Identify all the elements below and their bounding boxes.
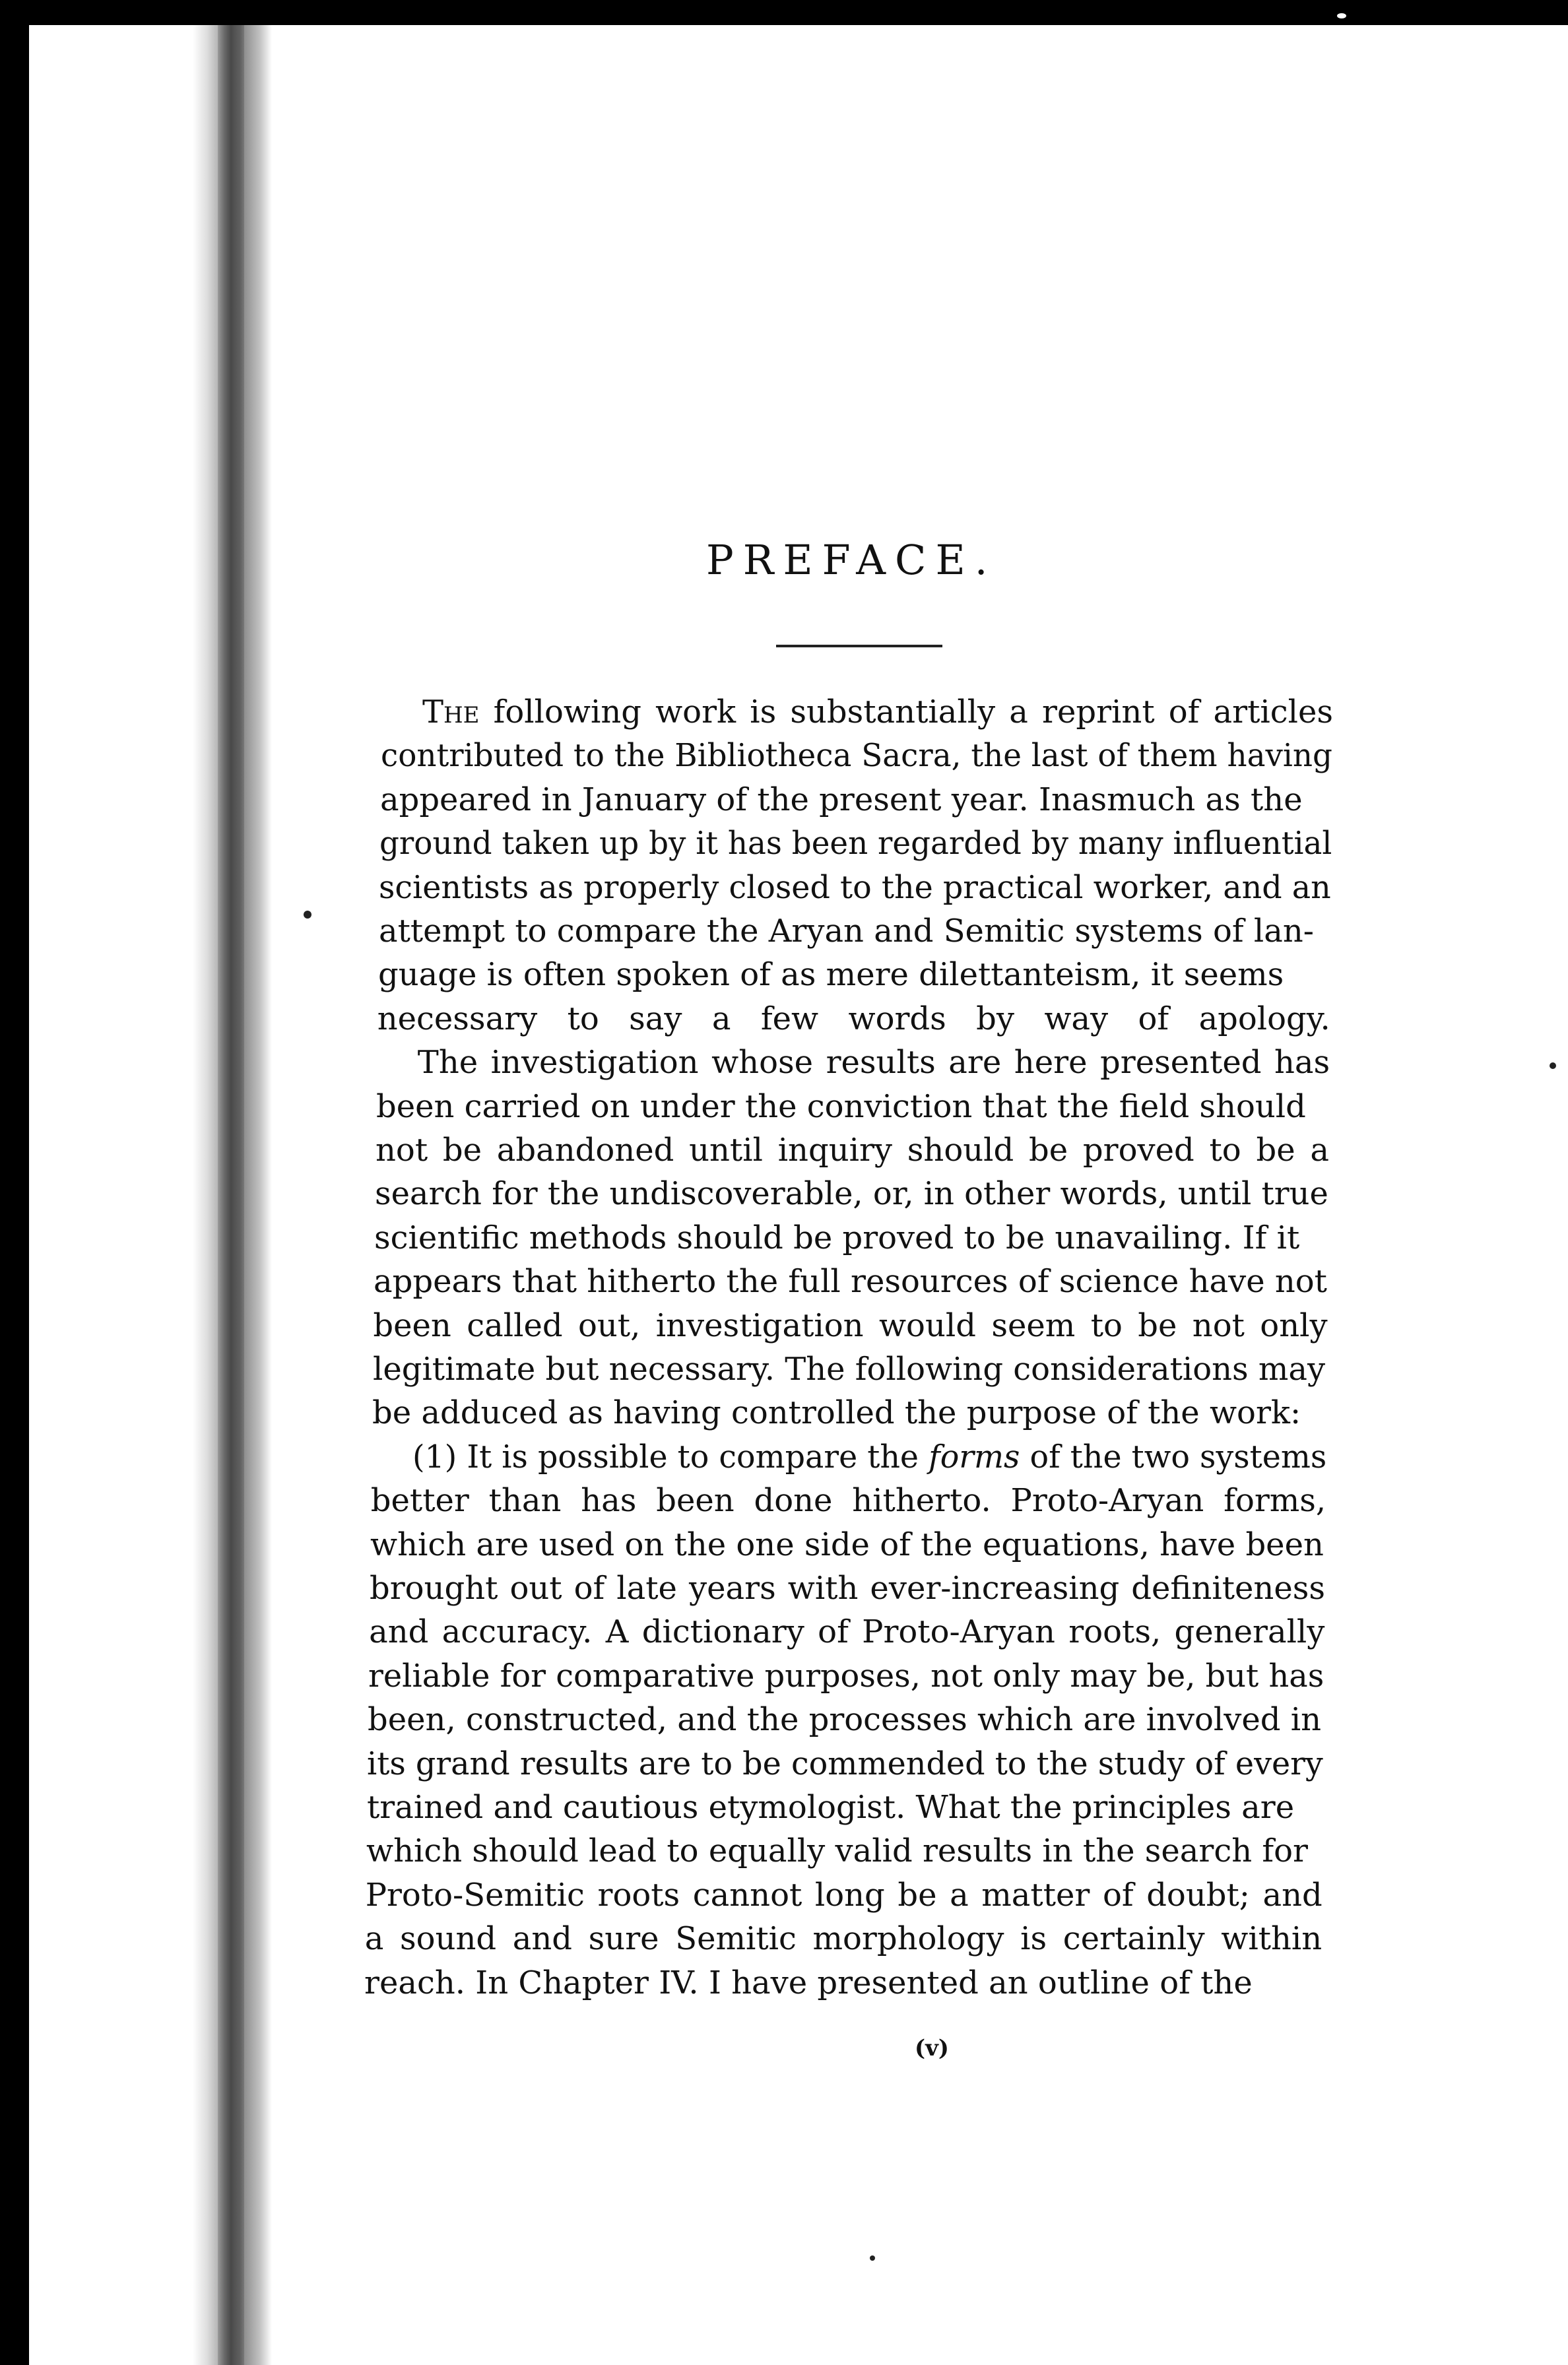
text-line: Proto-Semitic roots cannot long be a matter of doubt; and — [365, 1876, 1323, 1914]
text-line: been, constructed, and the processes which are involved in — [368, 1701, 1322, 1739]
line-text: of the two systems — [1020, 1438, 1326, 1475]
text-line: not be abandoned until inquiry should be proved to be a — [376, 1132, 1329, 1169]
emphasis-word: forms — [928, 1438, 1020, 1475]
text-line — [412, 1438, 1326, 1476]
text-line: trained and cautious etymologist. What the principles are — [366, 1789, 1294, 1826]
text-line — [422, 693, 1333, 731]
text-line: reliable for comparative purposes, not only may be, but has — [368, 1657, 1324, 1695]
scan-speck — [870, 2255, 875, 2261]
text-line: better than has been done hitherto. Proto-Aryan forms, — [370, 1482, 1326, 1520]
page-title: PREFACE. — [706, 536, 997, 584]
text-line: its grand results are to be commended to the study of every — [367, 1745, 1324, 1782]
scan-speck — [304, 911, 311, 919]
lead-word: The — [422, 694, 480, 730]
page-folio: (v) — [915, 2035, 949, 2061]
text-line: legitimate but necessary. The following considerations may — [372, 1351, 1325, 1388]
scan-top-border — [0, 0, 1568, 25]
text-line: scientists as properly closed to the practical worker, and an — [379, 868, 1332, 906]
book-gutter — [218, 25, 244, 2365]
text-line: search for the undiscoverable, or, in other words, until true — [375, 1175, 1328, 1213]
text-line: which are used on the one side of the equations, have been — [370, 1526, 1324, 1563]
text-line: been carried on under the conviction that the field should — [376, 1087, 1306, 1125]
text-line: contributed to the Bibliotheca Sacra, the last of them having — [381, 737, 1333, 775]
title-rule — [776, 645, 942, 647]
text-line: appeared in January of the present year. Inasmuch as the — [380, 781, 1303, 818]
text-line: ground taken up by it has been regarded by many influential — [379, 825, 1332, 862]
line-text: following work is substantially a reprint of articles — [479, 694, 1333, 730]
text-line: brought out of late years with ever-increasing definiteness — [370, 1570, 1325, 1607]
text-line: scientific methods should be proved to be unavailing. If it — [374, 1219, 1300, 1256]
text-line: The investigation whose results are here presented has — [417, 1044, 1330, 1082]
scan-left-border — [0, 0, 29, 2365]
text-line: attempt to compare the Aryan and Semitic systems of lan- — [378, 913, 1314, 950]
text-line: appears that hitherto the full resources of science have not — [374, 1263, 1328, 1301]
text-line: reach. In Chapter IV. I have presented an outline of the — [364, 1964, 1253, 2001]
scan-speck — [1337, 13, 1346, 18]
text-line: be adduced as having controlled the purpose of the work: — [372, 1394, 1301, 1432]
text-line: which should lead to equally valid results in the search for — [366, 1832, 1308, 1870]
text-line: guage is often spoken of as mere dilettanteism, it seems — [377, 956, 1284, 994]
text-line: necessary to say a few words by way of apology. — [377, 1000, 1330, 1037]
line-text: (1) It is possible to compare the — [412, 1438, 929, 1475]
text-line: a sound and sure Semitic morphology is certainly within — [364, 1920, 1323, 1958]
scan-speck — [1550, 1062, 1556, 1069]
text-line: been called out, investigation would seem to be not only — [373, 1307, 1328, 1344]
text-line: and accuracy. A dictionary of Proto-Aryan roots, generally — [369, 1613, 1325, 1651]
